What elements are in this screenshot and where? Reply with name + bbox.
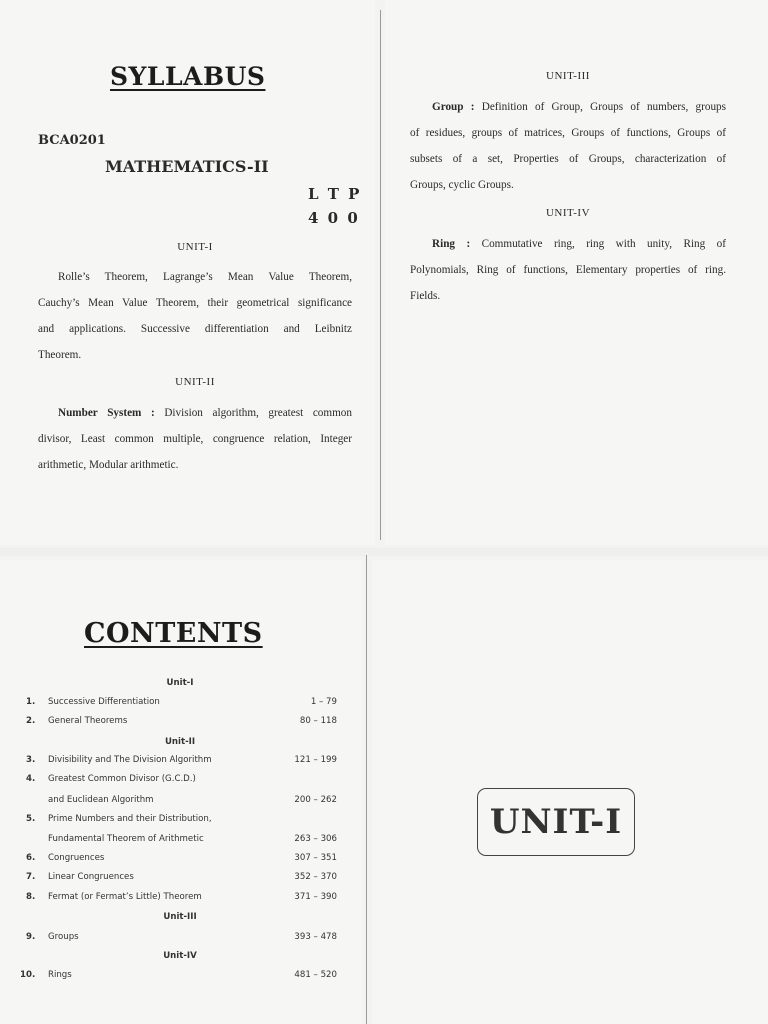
toc-pages: 200 – 262	[294, 795, 337, 805]
toc-row	[0, 872, 340, 886]
toc-row	[0, 716, 340, 730]
page-divider	[380, 10, 381, 540]
toc-title: Fermat (or Fermat’s Little) Theorem	[48, 892, 202, 902]
toc-number: 3.	[26, 755, 36, 765]
unit-cover-box	[477, 788, 635, 856]
unit-2-line-rest: Division algorithm, greatest common	[154, 407, 352, 419]
unit-3-lead: Group :	[432, 101, 475, 113]
unit-3-heading: UNIT-III	[546, 70, 590, 82]
unit-4-line: Fields.	[410, 290, 441, 302]
subject-title: MATHEMATICS-II	[105, 157, 269, 176]
unit-4-text	[410, 231, 726, 309]
unit-2-line: arithmetic, Modular arithmetic.	[38, 459, 179, 471]
toc-title: Fundamental Theorem of Arithmetic	[48, 834, 204, 844]
toc-number: 6.	[26, 853, 36, 863]
unit-4-line-rest: Commutative ring, ring with unity, Ring of	[470, 238, 726, 250]
toc-pages: 371 – 390	[294, 892, 337, 902]
unit-1-line: Cauchy’s Mean Value Theorem, their geometrical significance	[38, 297, 352, 309]
toc-title: Successive Differentiation	[48, 697, 160, 707]
toc-row	[0, 970, 340, 984]
toc-number: 4.	[26, 774, 36, 784]
toc-number: 9.	[26, 932, 36, 942]
toc-row	[0, 892, 340, 906]
toc-pages: 481 – 520	[294, 970, 337, 980]
toc-number: 8.	[26, 892, 36, 902]
contents-title: CONTENTS	[84, 618, 263, 649]
toc-number: 7.	[26, 872, 36, 882]
toc-pages: 80 – 118	[299, 716, 337, 726]
unit-4-line	[410, 231, 726, 257]
unit-3-line-rest: Definition of Group, Groups of numbers, groups	[474, 101, 726, 113]
toc-pages: 121 – 199	[294, 755, 337, 765]
toc-row	[0, 755, 340, 769]
toc-title: Groups	[48, 932, 79, 942]
unit-2-heading: UNIT-II	[175, 376, 215, 388]
toc-number: 10.	[20, 970, 36, 980]
unit-4-lead: Ring :	[432, 238, 471, 250]
unit-1-line: Rolle’s Theorem, Lagrange’s Mean Value Theorem,	[58, 271, 352, 283]
syllabus-title: SYLLABUS	[110, 62, 266, 91]
toc-row	[0, 814, 340, 828]
toc-title: General Theorems	[48, 716, 128, 726]
toc-number: 2.	[26, 716, 36, 726]
unit-3-line: subsets of a set, Properties of Groups, characterization of	[410, 153, 726, 165]
toc-title: Greatest Common Divisor (G.C.D.)	[48, 774, 196, 784]
page-divider	[366, 555, 367, 1024]
page-gap	[0, 548, 768, 556]
unit-3-text	[410, 94, 726, 198]
toc-row	[0, 774, 340, 788]
toc-pages: 263 – 306	[294, 834, 337, 844]
toc-row	[0, 932, 340, 946]
toc-title: and Euclidean Algorithm	[48, 795, 154, 805]
toc-number: 1.	[26, 697, 36, 707]
toc-pages: 393 – 478	[294, 932, 337, 942]
toc-unit-heading: Unit-I	[166, 678, 194, 688]
toc-unit-heading: Unit-IV	[163, 951, 197, 961]
unit-3-line	[410, 94, 726, 120]
course-code: BCA0201	[38, 133, 106, 148]
toc-number: 5.	[26, 814, 36, 824]
unit-3-line: of residues, groups of matrices, Groups of functions, Groups of	[410, 127, 726, 139]
toc-row	[0, 834, 340, 848]
unit-1-heading: UNIT-I	[177, 241, 213, 253]
toc-unit-heading: Unit-II	[164, 737, 196, 747]
unit-1-line: Theorem.	[38, 349, 82, 361]
toc-title: Divisibility and The Division Algorithm	[48, 755, 212, 765]
toc-title: Linear Congruences	[48, 872, 134, 882]
ltp-label: L T P	[308, 185, 362, 203]
unit-2-line: divisor, Least common multiple, congruence relation, Integer	[38, 433, 352, 445]
toc-pages: 1 – 79	[310, 697, 337, 707]
toc-pages: 307 – 351	[294, 853, 337, 863]
toc-unit-heading: Unit-III	[163, 912, 197, 922]
toc-title: Prime Numbers and their Distribution,	[48, 814, 212, 824]
unit-1-line: and applications. Successive differentiation and Leibnitz	[38, 323, 352, 335]
toc-row	[0, 697, 340, 711]
ltp-values: 4 0 0	[308, 209, 360, 227]
toc-title: Rings	[48, 970, 72, 980]
toc-row	[0, 853, 340, 867]
unit-4-line: Polynomials, Ring of functions, Elementary properties of ring.	[410, 264, 726, 276]
unit-4-heading: UNIT-IV	[545, 207, 591, 219]
unit-cover-label: UNIT-I	[489, 802, 623, 842]
unit-2-line	[38, 400, 352, 426]
unit-3-line: Groups, cyclic Groups.	[410, 179, 514, 191]
toc-title: Congruences	[48, 853, 105, 863]
unit-2-text	[38, 400, 352, 478]
toc-row	[0, 795, 340, 809]
unit-2-lead: Number System :	[58, 407, 155, 419]
toc-pages: 352 – 370	[294, 872, 337, 882]
unit-1-text	[38, 264, 352, 368]
